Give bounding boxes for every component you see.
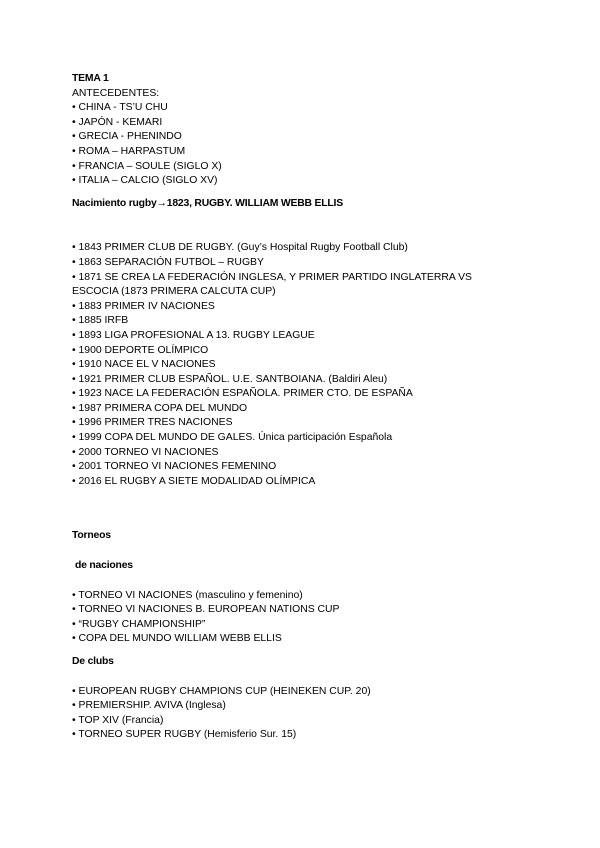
- list-item: • FRANCIA – SOULE (SIGLO X): [72, 160, 222, 172]
- list-item: • 1885 IRFB: [72, 315, 129, 327]
- list-item: • 2016 EL RUGBY A SIETE MODALIDAD OLÍMPICA: [72, 475, 316, 487]
- list-item: • 1923 NACE LA FEDERACIÓN ESPAÑOLA. PRIMER CTO. DE ESPAÑA: [72, 388, 413, 400]
- clubs-heading: De clubs: [72, 656, 114, 667]
- list-item: • TORNEO VI NACIONES (masculino y femenino): [72, 589, 303, 601]
- list-item: • 1999 COPA DEL MUNDO DE GALES. Única participación Española: [72, 432, 393, 444]
- list-item: • TORNEO SUPER RUGBY (Hemisferio Sur. 15): [72, 729, 297, 741]
- list-item: • TOP XIV (Francia): [72, 714, 164, 726]
- clubs-list: [72, 685, 542, 743]
- list-item: • ITALIA – CALCIO (SIGLO XV): [72, 175, 218, 187]
- tema-title: TEMA 1: [72, 73, 109, 84]
- list-item: • GRECIA - PHENINDO: [72, 131, 182, 143]
- list-item: • 1871 SE CREA LA FEDERACIÓN INGLESA, Y PRIMER PARTIDO INGLATERRA VS: [72, 271, 472, 283]
- list-item: • 1910 NACE EL V NACIONES: [72, 359, 216, 371]
- naciones-list: [72, 589, 542, 647]
- timeline-list: [72, 241, 542, 489]
- list-item: • 1843 PRIMER CLUB DE RUGBY. (Guy’s Hospital Rugby Football Club): [72, 242, 408, 254]
- list-item: • JAPÓN - KEMARI: [72, 116, 163, 128]
- list-item: • ROMA – HARPASTUM: [72, 145, 186, 157]
- list-item: • 2000 TORNEO VI NACIONES: [72, 446, 219, 458]
- list-item: • TORNEO VI NACIONES B. EUROPEAN NATIONS CUP: [72, 604, 340, 616]
- list-item: • 1996 PRIMER TRES NACIONES: [72, 417, 233, 429]
- list-item: • PREMIERSHIP. AVIVA (Inglesa): [72, 700, 226, 712]
- list-item: • 1987 PRIMERA COPA DEL MUNDO: [72, 402, 248, 414]
- naciones-heading: de naciones: [75, 560, 133, 572]
- document-page: [72, 72, 542, 743]
- list-item: • 1863 SEPARACIÓN FUTBOL – RUGBY: [72, 256, 264, 268]
- list-item: • 1883 PRIMER IV NACIONES: [72, 300, 215, 312]
- nacimiento-heading: Nacimiento rugby→1823, RUGBY. WILLIAM WEBB ELLIS: [72, 197, 343, 209]
- antecedentes-label: ANTECEDENTES:: [72, 87, 160, 99]
- list-item: • EUROPEAN RUGBY CHAMPIONS CUP (HEINEKEN CUP. 20): [72, 685, 371, 697]
- list-item: • “RUGBY CHAMPIONSHIP”: [72, 618, 206, 630]
- list-item: • COPA DEL MUNDO WILLIAM WEBB ELLIS: [72, 633, 282, 645]
- list-item-continuation: ESCOCIA (1873 PRIMERA CALCUTA CUP): [72, 286, 276, 298]
- list-item: • 2001 TORNEO VI NACIONES FEMENINO: [72, 461, 277, 473]
- torneos-heading: Torneos: [72, 530, 111, 542]
- list-item: • CHINA - TS’U CHU: [72, 102, 168, 114]
- list-item: • 1921 PRIMER CLUB ESPAÑOL. U.E. SANTBOIANA. (Baldiri Aleu): [72, 373, 388, 385]
- antecedentes-list: [72, 101, 542, 189]
- list-item: • 1893 LIGA PROFESIONAL A 13. RUGBY LEAGUE: [72, 329, 315, 341]
- list-item: • 1900 DEPORTE OLÍMPICO: [72, 344, 209, 356]
